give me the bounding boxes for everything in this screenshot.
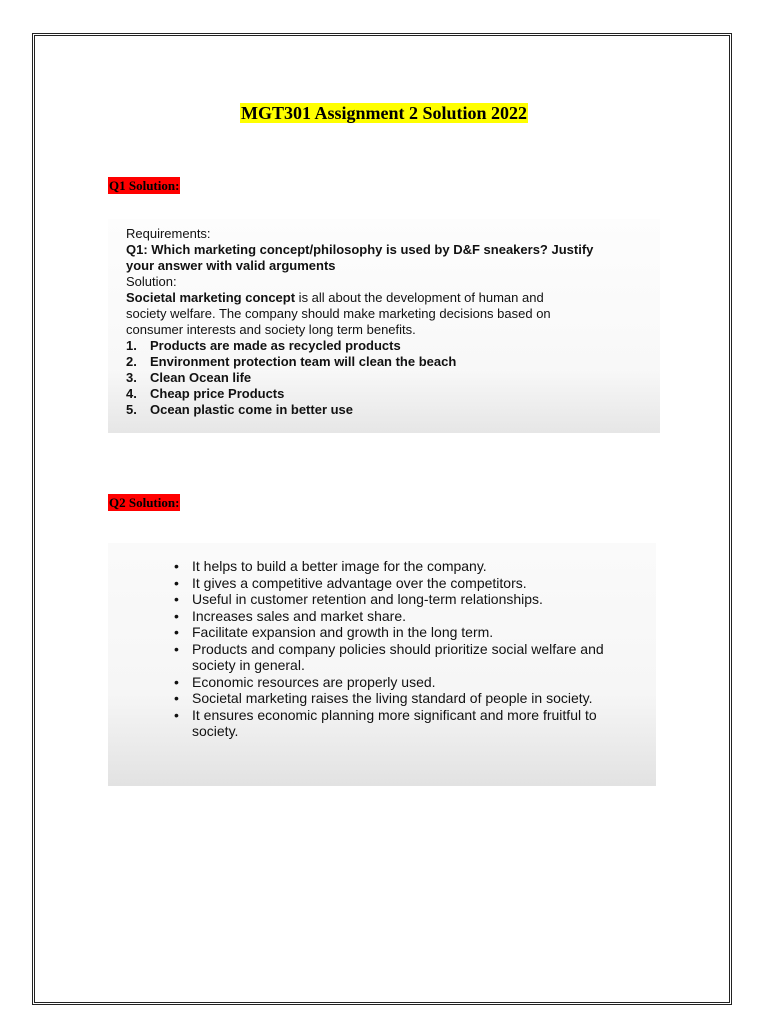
document-title: MGT301 Assignment 2 Solution 2022: [240, 103, 528, 123]
requirements-heading: Requirements:: [126, 226, 211, 241]
list-item-number: 5.: [126, 402, 137, 417]
description-line-3: consumer interests and society long term benefits.: [126, 322, 416, 337]
list-item-text: Societal marketing raises the living standard of people in society.: [192, 690, 593, 706]
list-item: [126, 402, 642, 418]
bullet-icon: •: [174, 624, 179, 640]
list-item: [172, 591, 616, 608]
q1-solution-label: Q1 Solution:: [109, 178, 180, 193]
list-item: [172, 575, 616, 592]
bullet-icon: •: [174, 591, 179, 607]
list-item: [172, 558, 616, 575]
list-item-text: Increases sales and market share.: [192, 607, 406, 624]
q1-points-list: [126, 338, 642, 418]
list-item-text: Products are made as recycled products: [150, 338, 401, 353]
list-item-text: Useful in customer retention and long-term relationships.: [192, 591, 543, 607]
list-item-number: 4.: [126, 386, 137, 401]
bullet-icon: •: [174, 673, 179, 690]
bullet-icon: •: [174, 574, 179, 591]
bullet-icon: •: [174, 558, 179, 574]
list-item: [126, 386, 642, 402]
concept-line: [126, 290, 642, 306]
list-item-text: It ensures economic planning more significant and more fruitful to society.: [192, 706, 597, 739]
bullet-icon: •: [174, 607, 179, 624]
q2-solution-image: [108, 543, 656, 786]
list-item-text: It helps to build a better image for the company.: [192, 558, 487, 574]
q2-solution-label: Q2 Solution:: [109, 495, 180, 510]
concept-bold: Societal marketing concept: [126, 290, 296, 305]
question-line-1: Q1: Which marketing concept/philosophy is used by D&F sneakers? Justify: [126, 242, 594, 257]
list-item: [172, 608, 616, 625]
list-item: [126, 338, 642, 354]
document-title-wrap: [0, 103, 768, 124]
list-item-text: It gives a competitive advantage over the competitors.: [192, 574, 527, 591]
list-item-text: Economic resources are properly used.: [192, 673, 436, 690]
list-item-text: Cheap price Products: [150, 386, 285, 401]
list-item-text: Facilitate expansion and growth in the long term.: [192, 624, 494, 640]
list-item: [172, 690, 616, 707]
list-item-number: 1.: [126, 338, 137, 353]
bullet-icon: •: [174, 706, 179, 723]
list-item: [126, 370, 642, 386]
solution-heading: Solution:: [126, 274, 177, 289]
list-item-text: Products and company policies should prioritize social welfare and society in general.: [192, 640, 604, 673]
list-item: [126, 354, 642, 370]
list-item-text: Clean Ocean life: [150, 370, 252, 385]
concept-rest: is all about the development of human and: [295, 290, 544, 305]
question-line-2: your answer with valid arguments: [126, 258, 336, 273]
list-item: [172, 624, 616, 641]
list-item: [172, 707, 616, 740]
list-item-number: 3.: [126, 370, 137, 385]
bullet-icon: •: [174, 690, 179, 706]
list-item: [172, 674, 616, 691]
q1-solution-image: [108, 219, 660, 433]
q2-bullet-list: [172, 558, 616, 740]
list-item-text: Ocean plastic come in better use: [150, 402, 354, 417]
list-item-text: Environment protection team will clean the beach: [150, 354, 457, 369]
description-line-2: society welfare. The company should make marketing decisions based on: [126, 306, 551, 321]
list-item: [172, 641, 616, 674]
bullet-icon: •: [174, 640, 179, 657]
list-item-number: 2.: [126, 354, 137, 369]
